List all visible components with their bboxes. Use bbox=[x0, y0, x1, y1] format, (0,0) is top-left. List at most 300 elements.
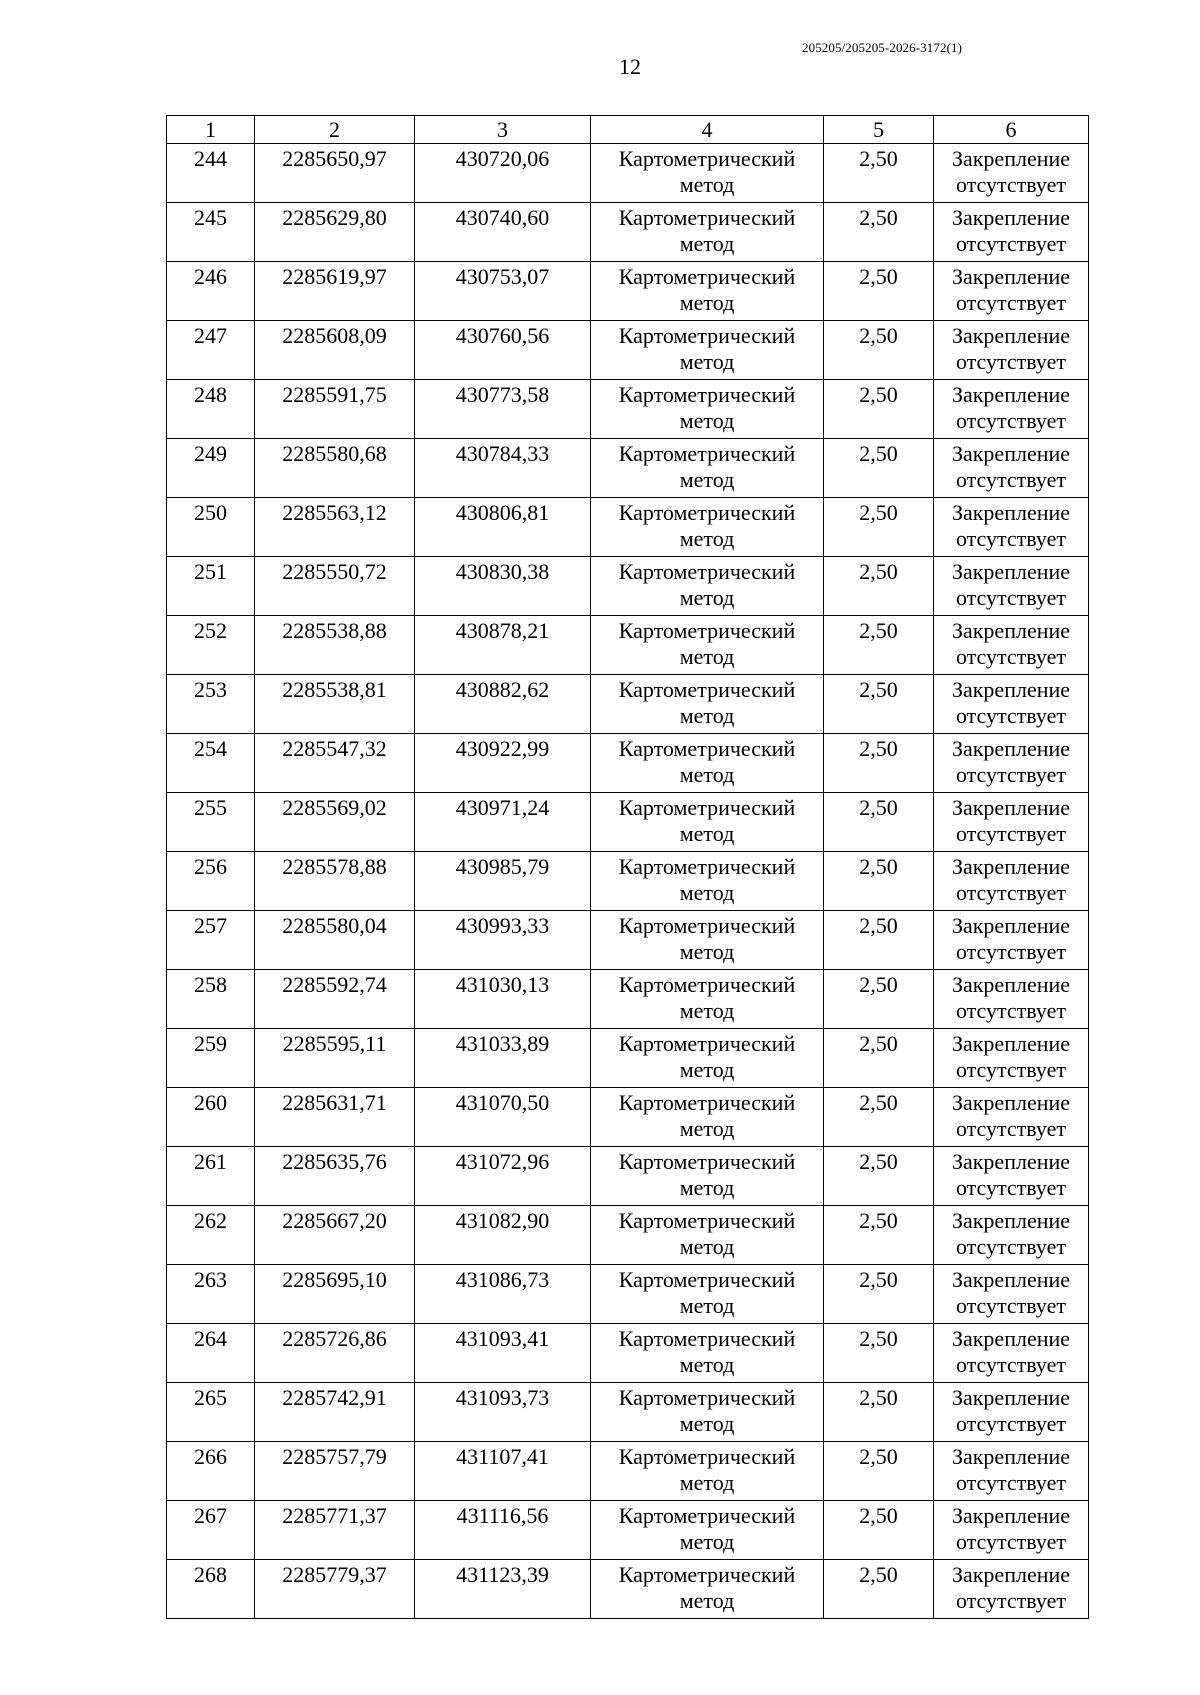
fixing-cell bbox=[934, 1442, 1089, 1501]
x-coordinate-cell-text: 2285619,97 bbox=[282, 264, 387, 289]
x-coordinate-cell-text: 2285591,75 bbox=[282, 382, 387, 407]
y-coordinate-cell-text: 430740,60 bbox=[455, 205, 550, 230]
point-number-cell bbox=[167, 616, 255, 675]
x-coordinate-cell-text: 2285547,32 bbox=[282, 736, 387, 761]
fixing-cell-text: Закрепление отсутствует bbox=[951, 1267, 1071, 1318]
fixing-cell bbox=[934, 793, 1089, 852]
method-cell bbox=[591, 734, 824, 793]
accuracy-cell bbox=[824, 262, 934, 321]
accuracy-cell bbox=[824, 1206, 934, 1265]
y-coordinate-cell bbox=[415, 321, 591, 380]
fixing-cell-text: Закрепление отсутствует bbox=[951, 323, 1071, 374]
y-coordinate-cell-text: 430753,07 bbox=[455, 264, 550, 289]
fixing-cell bbox=[934, 1560, 1089, 1619]
point-number-cell bbox=[167, 262, 255, 321]
x-coordinate-cell-text: 2285667,20 bbox=[282, 1208, 387, 1233]
accuracy-cell-text: 2,50 bbox=[859, 1562, 898, 1587]
x-coordinate-cell bbox=[255, 380, 415, 439]
x-coordinate-cell bbox=[255, 1265, 415, 1324]
fixing-cell-text: Закрепление отсутствует bbox=[951, 1208, 1071, 1259]
y-coordinate-cell bbox=[415, 1501, 591, 1560]
fixing-cell bbox=[934, 1324, 1089, 1383]
accuracy-cell-text: 2,50 bbox=[859, 382, 898, 407]
fixing-cell-text: Закрепление отсутствует bbox=[951, 1149, 1071, 1200]
accuracy-cell bbox=[824, 1442, 934, 1501]
method-cell-text: Картометрический метод bbox=[618, 913, 796, 964]
point-number-cell-text: 259 bbox=[194, 1031, 227, 1056]
accuracy-cell-text: 2,50 bbox=[859, 1090, 898, 1115]
y-coordinate-cell-text: 430985,79 bbox=[455, 854, 550, 879]
x-coordinate-cell bbox=[255, 1029, 415, 1088]
y-coordinate-cell bbox=[415, 1383, 591, 1442]
accuracy-cell-text: 2,50 bbox=[859, 1385, 898, 1410]
point-number-cell bbox=[167, 498, 255, 557]
fixing-cell bbox=[934, 262, 1089, 321]
point-number-cell bbox=[167, 1088, 255, 1147]
fixing-cell bbox=[934, 616, 1089, 675]
method-cell-text: Картометрический метод bbox=[618, 1444, 796, 1495]
table-row bbox=[167, 852, 1089, 911]
method-cell-text: Картометрический метод bbox=[618, 1562, 796, 1613]
point-number-cell bbox=[167, 1560, 255, 1619]
y-coordinate-cell-text: 430806,81 bbox=[455, 500, 550, 525]
x-coordinate-cell bbox=[255, 321, 415, 380]
table-row bbox=[167, 321, 1089, 380]
method-cell bbox=[591, 380, 824, 439]
method-cell-text: Картометрический метод bbox=[618, 854, 796, 905]
fixing-cell bbox=[934, 439, 1089, 498]
fixing-cell bbox=[934, 734, 1089, 793]
x-coordinate-cell bbox=[255, 616, 415, 675]
x-coordinate-cell-text: 2285742,91 bbox=[282, 1385, 387, 1410]
fixing-cell-text: Закрепление отсутствует bbox=[951, 1326, 1071, 1377]
point-number-cell-text: 257 bbox=[194, 913, 227, 938]
table-row bbox=[167, 1265, 1089, 1324]
x-coordinate-cell-text: 2285538,88 bbox=[282, 618, 387, 643]
accuracy-cell-text: 2,50 bbox=[859, 795, 898, 820]
y-coordinate-cell bbox=[415, 793, 591, 852]
method-cell bbox=[591, 144, 824, 203]
fixing-cell bbox=[934, 498, 1089, 557]
point-number-cell-text: 268 bbox=[194, 1562, 227, 1587]
table-body bbox=[167, 144, 1089, 1619]
method-cell bbox=[591, 1206, 824, 1265]
accuracy-cell bbox=[824, 1265, 934, 1324]
table-row bbox=[167, 1147, 1089, 1206]
accuracy-cell bbox=[824, 1147, 934, 1206]
point-number-cell-text: 252 bbox=[194, 618, 227, 643]
point-number-cell-text: 244 bbox=[194, 146, 227, 171]
method-cell bbox=[591, 1029, 824, 1088]
fixing-cell-text: Закрепление отсутствует bbox=[951, 382, 1071, 433]
method-cell bbox=[591, 616, 824, 675]
column-header-5: 5 bbox=[824, 116, 934, 144]
method-cell bbox=[591, 675, 824, 734]
accuracy-cell-text: 2,50 bbox=[859, 1444, 898, 1469]
fixing-cell-text: Закрепление отсутствует bbox=[951, 205, 1071, 256]
table-row bbox=[167, 144, 1089, 203]
table-row bbox=[167, 439, 1089, 498]
fixing-cell-text: Закрепление отсутствует bbox=[951, 972, 1071, 1023]
accuracy-cell-text: 2,50 bbox=[859, 677, 898, 702]
point-number-cell-text: 265 bbox=[194, 1385, 227, 1410]
accuracy-cell bbox=[824, 852, 934, 911]
method-cell-text: Картометрический метод bbox=[618, 382, 796, 433]
method-cell bbox=[591, 1560, 824, 1619]
method-cell bbox=[591, 1324, 824, 1383]
accuracy-cell-text: 2,50 bbox=[859, 1326, 898, 1351]
accuracy-cell-text: 2,50 bbox=[859, 441, 898, 466]
fixing-cell bbox=[934, 1088, 1089, 1147]
accuracy-cell-text: 2,50 bbox=[859, 913, 898, 938]
method-cell bbox=[591, 262, 824, 321]
point-number-cell bbox=[167, 675, 255, 734]
x-coordinate-cell bbox=[255, 1324, 415, 1383]
accuracy-cell-text: 2,50 bbox=[859, 854, 898, 879]
x-coordinate-cell bbox=[255, 557, 415, 616]
point-number-cell bbox=[167, 911, 255, 970]
accuracy-cell-text: 2,50 bbox=[859, 1503, 898, 1528]
x-coordinate-cell bbox=[255, 1147, 415, 1206]
table-row bbox=[167, 970, 1089, 1029]
method-cell-text: Картометрический метод bbox=[618, 1267, 796, 1318]
x-coordinate-cell-text: 2285580,68 bbox=[282, 441, 387, 466]
fixing-cell-text: Закрепление отсутствует bbox=[951, 441, 1071, 492]
table-row bbox=[167, 1383, 1089, 1442]
y-coordinate-cell bbox=[415, 380, 591, 439]
point-number-cell-text: 245 bbox=[194, 205, 227, 230]
method-cell-text: Картометрический метод bbox=[618, 677, 796, 728]
point-number-cell-text: 264 bbox=[194, 1326, 227, 1351]
accuracy-cell bbox=[824, 557, 934, 616]
method-cell-text: Картометрический метод bbox=[618, 1090, 796, 1141]
fixing-cell-text: Закрепление отсутствует bbox=[951, 500, 1071, 551]
y-coordinate-cell-text: 430878,21 bbox=[455, 618, 550, 643]
y-coordinate-cell-text: 431123,39 bbox=[456, 1562, 549, 1587]
x-coordinate-cell bbox=[255, 1501, 415, 1560]
column-header-6: 6 bbox=[934, 116, 1089, 144]
accuracy-cell bbox=[824, 911, 934, 970]
fixing-cell bbox=[934, 1501, 1089, 1560]
accuracy-cell bbox=[824, 1324, 934, 1383]
accuracy-cell-text: 2,50 bbox=[859, 205, 898, 230]
y-coordinate-cell bbox=[415, 498, 591, 557]
y-coordinate-cell bbox=[415, 262, 591, 321]
point-number-cell-text: 250 bbox=[194, 500, 227, 525]
y-coordinate-cell-text: 430971,24 bbox=[455, 795, 550, 820]
y-coordinate-cell-text: 431116,56 bbox=[456, 1503, 549, 1528]
x-coordinate-cell bbox=[255, 970, 415, 1029]
point-number-cell bbox=[167, 1324, 255, 1383]
fixing-cell-text: Закрепление отсутствует bbox=[951, 736, 1071, 787]
table-row bbox=[167, 793, 1089, 852]
x-coordinate-cell bbox=[255, 1560, 415, 1619]
fixing-cell-text: Закрепление отсутствует bbox=[951, 913, 1071, 964]
accuracy-cell bbox=[824, 970, 934, 1029]
page-number: 12 bbox=[619, 54, 641, 79]
method-cell-text: Картометрический метод bbox=[618, 972, 796, 1023]
method-cell bbox=[591, 852, 824, 911]
x-coordinate-cell bbox=[255, 203, 415, 262]
y-coordinate-cell bbox=[415, 616, 591, 675]
table-row bbox=[167, 203, 1089, 262]
y-coordinate-cell bbox=[415, 1560, 591, 1619]
method-cell-text: Картометрический метод bbox=[618, 500, 796, 551]
y-coordinate-cell-text: 430773,58 bbox=[455, 382, 550, 407]
x-coordinate-cell bbox=[255, 262, 415, 321]
fixing-cell bbox=[934, 144, 1089, 203]
table-row bbox=[167, 1560, 1089, 1619]
point-number-cell-text: 251 bbox=[194, 559, 227, 584]
accuracy-cell-text: 2,50 bbox=[859, 1208, 898, 1233]
accuracy-cell-text: 2,50 bbox=[859, 146, 898, 171]
x-coordinate-cell-text: 2285608,09 bbox=[282, 323, 387, 348]
x-coordinate-cell bbox=[255, 793, 415, 852]
y-coordinate-cell-text: 431093,73 bbox=[455, 1385, 550, 1410]
x-coordinate-cell-text: 2285629,80 bbox=[282, 205, 387, 230]
table-row bbox=[167, 380, 1089, 439]
method-cell-text: Картометрический метод bbox=[618, 323, 796, 374]
x-coordinate-cell bbox=[255, 498, 415, 557]
x-coordinate-cell-text: 2285538,81 bbox=[282, 677, 387, 702]
point-number-cell-text: 260 bbox=[194, 1090, 227, 1115]
accuracy-cell bbox=[824, 144, 934, 203]
y-coordinate-cell-text: 430720,06 bbox=[455, 146, 550, 171]
fixing-cell-text: Закрепление отсутствует bbox=[951, 1385, 1071, 1436]
point-number-cell-text: 263 bbox=[194, 1267, 227, 1292]
table-row bbox=[167, 675, 1089, 734]
x-coordinate-cell bbox=[255, 1088, 415, 1147]
y-coordinate-cell bbox=[415, 439, 591, 498]
point-number-cell-text: 248 bbox=[194, 382, 227, 407]
accuracy-cell bbox=[824, 203, 934, 262]
x-coordinate-cell bbox=[255, 1206, 415, 1265]
point-number-cell-text: 247 bbox=[194, 323, 227, 348]
point-number-cell bbox=[167, 144, 255, 203]
x-coordinate-cell-text: 2285550,72 bbox=[282, 559, 387, 584]
y-coordinate-cell bbox=[415, 675, 591, 734]
point-number-cell-text: 256 bbox=[194, 854, 227, 879]
point-number-cell bbox=[167, 1265, 255, 1324]
fixing-cell-text: Закрепление отсутствует bbox=[951, 559, 1071, 610]
column-header-1: 1 bbox=[167, 116, 255, 144]
point-number-cell bbox=[167, 1383, 255, 1442]
method-cell-text: Картометрический метод bbox=[618, 441, 796, 492]
accuracy-cell-text: 2,50 bbox=[859, 264, 898, 289]
y-coordinate-cell bbox=[415, 1324, 591, 1383]
fixing-cell-text: Закрепление отсутствует bbox=[951, 1503, 1071, 1554]
accuracy-cell-text: 2,50 bbox=[859, 618, 898, 643]
method-cell bbox=[591, 1088, 824, 1147]
column-header-2: 2 bbox=[255, 116, 415, 144]
table-row bbox=[167, 557, 1089, 616]
fixing-cell-text: Закрепление отсутствует bbox=[951, 1444, 1071, 1495]
x-coordinate-cell-text: 2285578,88 bbox=[282, 854, 387, 879]
x-coordinate-cell-text: 2285779,37 bbox=[282, 1562, 387, 1587]
y-coordinate-cell-text: 430882,62 bbox=[455, 677, 550, 702]
method-cell-text: Картометрический метод bbox=[618, 1385, 796, 1436]
y-coordinate-cell-text: 431086,73 bbox=[455, 1267, 550, 1292]
method-cell-text: Картометрический метод bbox=[618, 205, 796, 256]
method-cell-text: Картометрический метод bbox=[618, 1503, 796, 1554]
fixing-cell bbox=[934, 1383, 1089, 1442]
point-number-cell bbox=[167, 321, 255, 380]
method-cell bbox=[591, 1265, 824, 1324]
fixing-cell-text: Закрепление отсутствует bbox=[951, 618, 1071, 669]
point-number-cell-text: 267 bbox=[194, 1503, 227, 1528]
method-cell bbox=[591, 321, 824, 380]
fixing-cell-text: Закрепление отсутствует bbox=[951, 146, 1071, 197]
point-number-cell bbox=[167, 734, 255, 793]
point-number-cell bbox=[167, 439, 255, 498]
method-cell-text: Картометрический метод bbox=[618, 264, 796, 315]
y-coordinate-cell bbox=[415, 557, 591, 616]
accuracy-cell-text: 2,50 bbox=[859, 1031, 898, 1056]
document-id: 205205/205205-2026-3172(1) bbox=[802, 40, 963, 55]
y-coordinate-cell bbox=[415, 911, 591, 970]
fixing-cell bbox=[934, 675, 1089, 734]
fixing-cell bbox=[934, 970, 1089, 1029]
x-coordinate-cell-text: 2285635,76 bbox=[282, 1149, 387, 1174]
fixing-cell-text: Закрепление отсутствует bbox=[951, 1090, 1071, 1141]
method-cell bbox=[591, 203, 824, 262]
y-coordinate-cell bbox=[415, 852, 591, 911]
point-number-cell bbox=[167, 380, 255, 439]
accuracy-cell bbox=[824, 1501, 934, 1560]
method-cell-text: Картометрический метод bbox=[618, 1149, 796, 1200]
x-coordinate-cell-text: 2285595,11 bbox=[282, 1031, 387, 1056]
method-cell bbox=[591, 439, 824, 498]
fixing-cell bbox=[934, 203, 1089, 262]
y-coordinate-cell-text: 431107,41 bbox=[456, 1444, 549, 1469]
method-cell-text: Картометрический метод bbox=[618, 1326, 796, 1377]
x-coordinate-cell-text: 2285757,79 bbox=[282, 1444, 387, 1469]
coordinates-table bbox=[166, 115, 1089, 1619]
x-coordinate-cell-text: 2285650,97 bbox=[282, 146, 387, 171]
point-number-cell bbox=[167, 970, 255, 1029]
point-number-cell-text: 249 bbox=[194, 441, 227, 466]
method-cell-text: Картометрический метод bbox=[618, 618, 796, 669]
fixing-cell bbox=[934, 911, 1089, 970]
fixing-cell bbox=[934, 1206, 1089, 1265]
fixing-cell bbox=[934, 321, 1089, 380]
x-coordinate-cell-text: 2285580,04 bbox=[282, 913, 387, 938]
method-cell-text: Картометрический метод bbox=[618, 795, 796, 846]
x-coordinate-cell-text: 2285771,37 bbox=[282, 1503, 387, 1528]
header-row bbox=[167, 116, 1089, 144]
point-number-cell-text: 262 bbox=[194, 1208, 227, 1233]
point-number-cell-text: 258 bbox=[194, 972, 227, 997]
x-coordinate-cell bbox=[255, 439, 415, 498]
fixing-cell bbox=[934, 1147, 1089, 1206]
y-coordinate-cell-text: 430830,38 bbox=[455, 559, 550, 584]
accuracy-cell-text: 2,50 bbox=[859, 972, 898, 997]
y-coordinate-cell-text: 431033,89 bbox=[455, 1031, 550, 1056]
point-number-cell bbox=[167, 1442, 255, 1501]
x-coordinate-cell bbox=[255, 144, 415, 203]
y-coordinate-cell-text: 431070,50 bbox=[455, 1090, 550, 1115]
method-cell bbox=[591, 1501, 824, 1560]
fixing-cell-text: Закрепление отсутствует bbox=[951, 677, 1071, 728]
fixing-cell bbox=[934, 1265, 1089, 1324]
method-cell-text: Картометрический метод bbox=[618, 736, 796, 787]
x-coordinate-cell-text: 2285592,74 bbox=[282, 972, 387, 997]
y-coordinate-cell-text: 430784,33 bbox=[455, 441, 550, 466]
fixing-cell-text: Закрепление отсутствует bbox=[951, 795, 1071, 846]
column-header-3: 3 bbox=[415, 116, 591, 144]
table-row bbox=[167, 911, 1089, 970]
y-coordinate-cell bbox=[415, 734, 591, 793]
accuracy-cell bbox=[824, 1560, 934, 1619]
point-number-cell bbox=[167, 203, 255, 262]
point-number-cell bbox=[167, 1501, 255, 1560]
method-cell bbox=[591, 1442, 824, 1501]
method-cell bbox=[591, 911, 824, 970]
accuracy-cell bbox=[824, 321, 934, 380]
y-coordinate-cell bbox=[415, 970, 591, 1029]
table-row bbox=[167, 1029, 1089, 1088]
table-header bbox=[167, 116, 1089, 144]
x-coordinate-cell bbox=[255, 1383, 415, 1442]
accuracy-cell bbox=[824, 734, 934, 793]
y-coordinate-cell bbox=[415, 203, 591, 262]
point-number-cell bbox=[167, 1147, 255, 1206]
accuracy-cell bbox=[824, 1383, 934, 1442]
table-row bbox=[167, 1442, 1089, 1501]
fixing-cell-text: Закрепление отсутствует bbox=[951, 1562, 1071, 1613]
method-cell bbox=[591, 1147, 824, 1206]
table-row bbox=[167, 498, 1089, 557]
method-cell-text: Картометрический метод bbox=[618, 1031, 796, 1082]
fixing-cell-text: Закрепление отсутствует bbox=[951, 854, 1071, 905]
accuracy-cell bbox=[824, 793, 934, 852]
x-coordinate-cell bbox=[255, 675, 415, 734]
y-coordinate-cell bbox=[415, 1265, 591, 1324]
table-row bbox=[167, 734, 1089, 793]
point-number-cell bbox=[167, 852, 255, 911]
method-cell-text: Картометрический метод bbox=[618, 559, 796, 610]
accuracy-cell-text: 2,50 bbox=[859, 500, 898, 525]
y-coordinate-cell bbox=[415, 1442, 591, 1501]
x-coordinate-cell-text: 2285695,10 bbox=[282, 1267, 387, 1292]
x-coordinate-cell-text: 2285563,12 bbox=[282, 500, 387, 525]
y-coordinate-cell bbox=[415, 1029, 591, 1088]
method-cell bbox=[591, 970, 824, 1029]
table-row bbox=[167, 1088, 1089, 1147]
point-number-cell-text: 246 bbox=[194, 264, 227, 289]
point-number-cell bbox=[167, 1029, 255, 1088]
point-number-cell bbox=[167, 557, 255, 616]
accuracy-cell bbox=[824, 675, 934, 734]
x-coordinate-cell-text: 2285631,71 bbox=[282, 1090, 387, 1115]
table-row bbox=[167, 616, 1089, 675]
accuracy-cell-text: 2,50 bbox=[859, 559, 898, 584]
accuracy-cell-text: 2,50 bbox=[859, 1267, 898, 1292]
accuracy-cell-text: 2,50 bbox=[859, 1149, 898, 1174]
table-row bbox=[167, 1324, 1089, 1383]
fixing-cell-text: Закрепление отсутствует bbox=[951, 1031, 1071, 1082]
point-number-cell bbox=[167, 793, 255, 852]
y-coordinate-cell bbox=[415, 1206, 591, 1265]
x-coordinate-cell bbox=[255, 852, 415, 911]
method-cell bbox=[591, 498, 824, 557]
y-coordinate-cell-text: 430993,33 bbox=[455, 913, 550, 938]
x-coordinate-cell-text: 2285569,02 bbox=[282, 795, 387, 820]
x-coordinate-cell bbox=[255, 911, 415, 970]
y-coordinate-cell-text: 431072,96 bbox=[455, 1149, 550, 1174]
fixing-cell bbox=[934, 557, 1089, 616]
x-coordinate-cell-text: 2285726,86 bbox=[282, 1326, 387, 1351]
